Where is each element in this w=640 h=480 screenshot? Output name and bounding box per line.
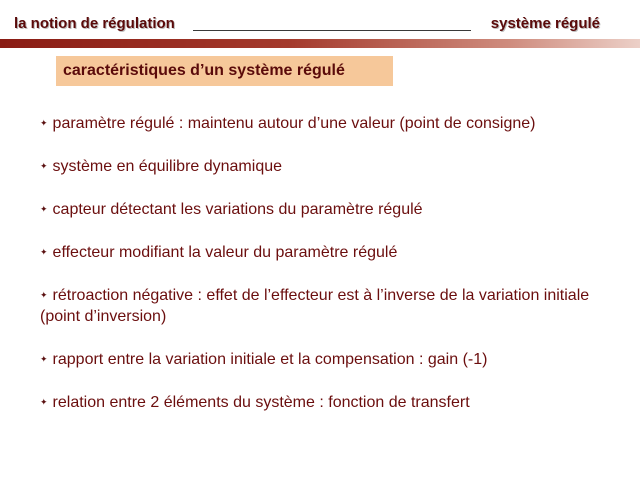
bullet-star-icon: ✦ xyxy=(40,204,48,214)
bullet-list xyxy=(40,113,620,435)
bullet-star-icon: ✦ xyxy=(40,290,48,300)
bullet-item xyxy=(40,349,620,370)
bullet-item xyxy=(40,113,620,134)
bullet-star-icon: ✦ xyxy=(40,247,48,257)
bullet-star-icon: ✦ xyxy=(40,118,48,128)
bullet-star-icon: ✦ xyxy=(40,354,48,364)
bullet-text: paramètre régulé : maintenu autour d’une valeur (point de consigne) xyxy=(52,115,536,132)
section-heading-box xyxy=(56,56,393,86)
bullet-text: rétroaction négative : effet de l’effecteur est à l’inverse de la variation initiale (point d’inversion) xyxy=(40,287,590,325)
slide-header xyxy=(0,0,640,48)
header-band xyxy=(0,39,640,48)
bullet-star-icon: ✦ xyxy=(40,397,48,407)
bullet-text: relation entre 2 éléments du système : fonction de transfert xyxy=(52,394,470,411)
bullet-text: capteur détectant les variations du paramètre régulé xyxy=(52,201,423,218)
bullet-text: effecteur modifiant la valeur du paramètre régulé xyxy=(52,244,398,261)
bullet-text: rapport entre la variation initiale et la compensation : gain (-1) xyxy=(52,351,488,368)
bullet-item xyxy=(40,242,620,263)
header-rule xyxy=(193,30,471,31)
bullet-star-icon: ✦ xyxy=(40,161,48,171)
bullet-item xyxy=(40,199,620,220)
bullet-item xyxy=(40,285,620,327)
section-heading: caractéristiques d’un système régulé xyxy=(63,62,345,79)
bullet-item xyxy=(40,156,620,177)
header-title: la notion de régulation xyxy=(14,15,175,32)
header-subject: système régulé xyxy=(490,15,600,32)
bullet-item xyxy=(40,392,620,413)
bullet-text: système en équilibre dynamique xyxy=(52,158,283,175)
